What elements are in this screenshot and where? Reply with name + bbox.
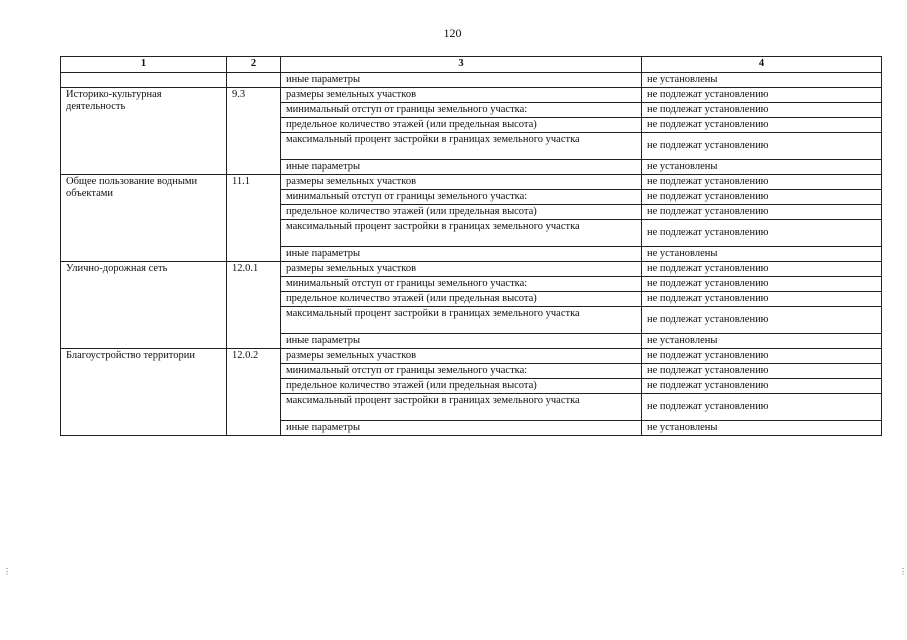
header-col-3: 3 — [281, 57, 642, 73]
value-cell: не подлежат установлению — [642, 277, 882, 292]
value-cell: не подлежат установлению — [642, 190, 882, 205]
code-cell: 9.3 — [227, 88, 281, 175]
param-cell: размеры земельных участков — [281, 349, 642, 364]
activity-cell: Общее пользование водными объектами — [61, 175, 227, 262]
table-row-continuation — [61, 73, 882, 88]
param-cell: минимальный отступ от границы земельного участка: — [281, 190, 642, 205]
param-cell: размеры земельных участков — [281, 175, 642, 190]
activity-cell: Улично-дорожная сеть — [61, 262, 227, 349]
table-row — [61, 175, 882, 190]
code-cell: 11.1 — [227, 175, 281, 262]
value-cell: не подлежат установлению — [642, 349, 882, 364]
header-row — [61, 57, 882, 73]
header-col-1: 1 — [61, 57, 227, 73]
value-cell: не подлежат установлению — [642, 262, 882, 277]
param-cell: минимальный отступ от границы земельного участка: — [281, 103, 642, 118]
value-cell: не подлежат установлению — [642, 103, 882, 118]
value-cell: не подлежат установлению — [642, 307, 882, 334]
param-cell: предельное количество этажей (или предельная высота) — [281, 205, 642, 220]
value-cell: не подлежат установлению — [642, 394, 882, 421]
value-cell: не подлежат установлению — [642, 364, 882, 379]
param-cell: иные параметры — [281, 73, 642, 88]
value-cell: не подлежат установлению — [642, 88, 882, 103]
value-cell: не подлежат установлению — [642, 220, 882, 247]
param-cell: иные параметры — [281, 334, 642, 349]
param-cell: предельное количество этажей (или предельная высота) — [281, 118, 642, 133]
param-cell: размеры земельных участков — [281, 262, 642, 277]
table-row — [61, 262, 882, 277]
scan-mark-right: ⋮ — [899, 567, 907, 576]
param-cell: максимальный процент застройки в границах земельного участка — [281, 220, 642, 247]
value-cell: не установлены — [642, 421, 882, 436]
code-cell — [227, 73, 281, 88]
param-cell: минимальный отступ от границы земельного участка: — [281, 277, 642, 292]
value-cell: не подлежат установлению — [642, 292, 882, 307]
param-cell: максимальный процент застройки в границах земельного участка — [281, 394, 642, 421]
value-cell: не установлены — [642, 160, 882, 175]
parameters-table — [60, 56, 882, 436]
value-cell: не подлежат установлению — [642, 175, 882, 190]
param-cell: иные параметры — [281, 160, 642, 175]
value-cell: не установлены — [642, 334, 882, 349]
activity-cell — [61, 73, 227, 88]
activity-cell: Историко-культурная деятельность — [61, 88, 227, 175]
param-cell: максимальный процент застройки в границах земельного участка — [281, 307, 642, 334]
header-col-2: 2 — [227, 57, 281, 73]
value-cell: не подлежат установлению — [642, 118, 882, 133]
code-cell: 12.0.1 — [227, 262, 281, 349]
param-cell: размеры земельных участков — [281, 88, 642, 103]
value-cell: не подлежат установлению — [642, 133, 882, 160]
value-cell: не установлены — [642, 247, 882, 262]
scan-mark-left: ⋮ — [3, 567, 11, 576]
value-cell: не подлежат установлению — [642, 379, 882, 394]
activity-cell: Благоустройство территории — [61, 349, 227, 436]
param-cell: предельное количество этажей (или предельная высота) — [281, 292, 642, 307]
param-cell: иные параметры — [281, 421, 642, 436]
param-cell: максимальный процент застройки в границах земельного участка — [281, 133, 642, 160]
page-number: 120 — [443, 26, 462, 40]
param-cell: иные параметры — [281, 247, 642, 262]
table-row — [61, 88, 882, 103]
table-body — [61, 73, 882, 436]
header-col-4: 4 — [642, 57, 882, 73]
value-cell: не подлежат установлению — [642, 205, 882, 220]
code-cell: 12.0.2 — [227, 349, 281, 436]
value-cell: не установлены — [642, 73, 882, 88]
param-cell: минимальный отступ от границы земельного участка: — [281, 364, 642, 379]
table-row — [61, 349, 882, 364]
param-cell: предельное количество этажей (или предельная высота) — [281, 379, 642, 394]
